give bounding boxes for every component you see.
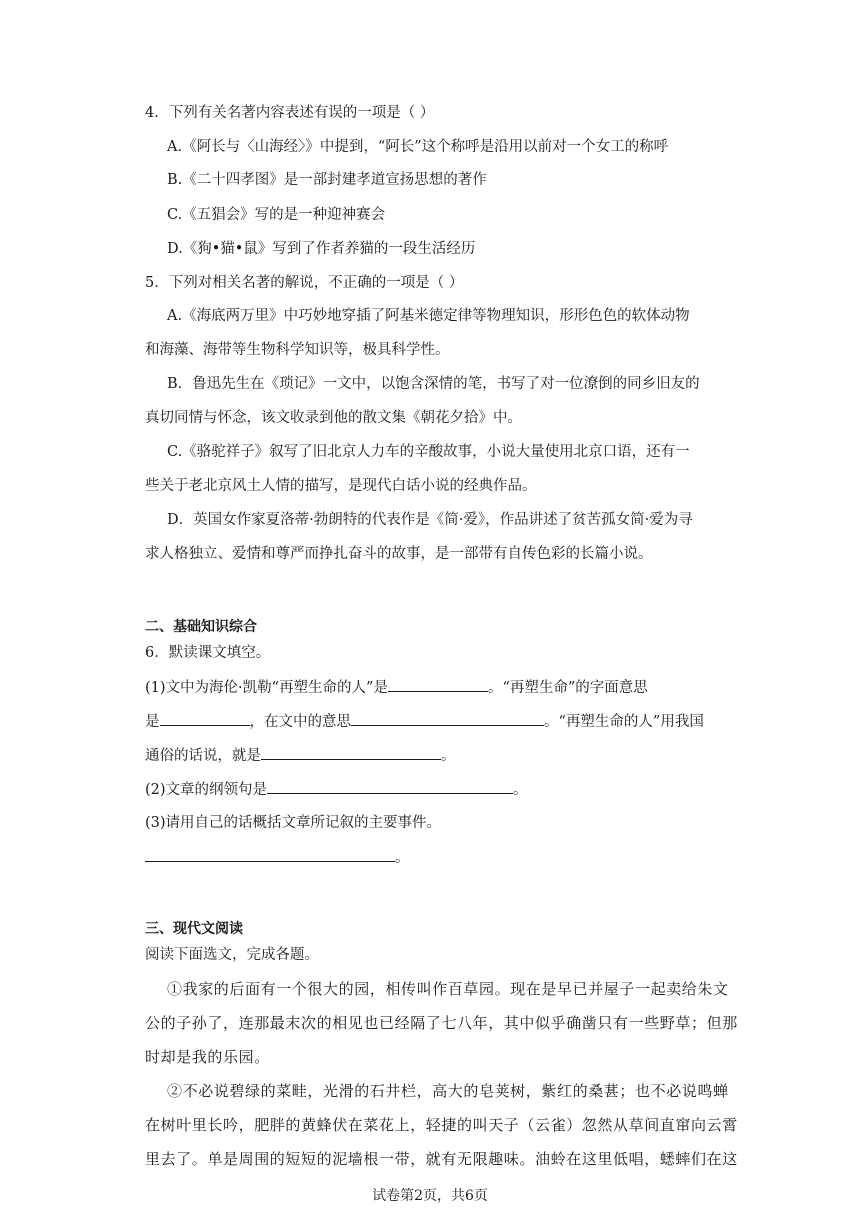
passage-p2-line1: ②不必说碧绿的菜畦，光滑的石井栏，高大的皂荚树，紫红的桑葚；也不必说鸣蝉 bbox=[167, 1082, 729, 1100]
question-5-stem: 5．下列对相关名著的解说，不正确的一项是（ ） bbox=[145, 275, 464, 291]
passage-p2-line3: 里去了。单是周围的短短的泥墙根一带，就有无限趣味。油蛉在这里低唱，蟋蟀们在这 bbox=[145, 1150, 738, 1168]
fill-line-1 bbox=[145, 677, 648, 698]
fill-line-4-text-b: 。 bbox=[513, 782, 528, 798]
fill-line-2-text-c: 。“再塑生命的人”用我国 bbox=[544, 714, 704, 730]
question-5-option-c-line2: 些关于老北京风土人情的描写，是现代白话小说的经典作品。 bbox=[145, 478, 537, 494]
fill-line-3-text-b: 。 bbox=[441, 748, 456, 764]
question-5-option-a-line2: 和海藻、海带等生物科学知识等，极具科学性。 bbox=[145, 342, 450, 358]
question-5-option-a-line1: A.《海底两万里》中巧妙地穿插了阿基米德定律等物理知识，形形色色的软体动物 bbox=[167, 308, 690, 324]
reading-intro: 阅读下面选文，完成各题。 bbox=[145, 947, 319, 963]
fill-line-6 bbox=[145, 847, 410, 868]
question-5-option-d-line2: 求人格独立、爱情和尊严而挣扎奋斗的故事，是一部带有自传色彩的长篇小说。 bbox=[145, 546, 653, 562]
section-2-title: 二、基础知识综合 bbox=[145, 619, 257, 635]
page-footer: 试卷第2页，共6页 bbox=[372, 1188, 488, 1204]
question-4-option-b: B.《二十四孝图》是一部封建孝道宣扬思想的著作 bbox=[167, 172, 487, 188]
fill-line-3-text-a: 通俗的话说，就是 bbox=[145, 748, 261, 764]
question-4-option-c: C.《五猖会》写的是一种迎神赛会 bbox=[167, 207, 386, 223]
answer-blank-6[interactable] bbox=[145, 847, 395, 862]
passage-p1-line2: 公的子孙了，连那最末次的相见也已经隔了七八年，其中似乎确凿只有一些野草；但那 bbox=[145, 1014, 738, 1032]
fill-line-6-text-b: 。 bbox=[395, 850, 410, 866]
answer-blank-1[interactable] bbox=[388, 677, 488, 692]
answer-blank-5[interactable] bbox=[267, 779, 513, 794]
fill-line-4-text-a: (2)文章的纲领句是 bbox=[145, 782, 268, 798]
fill-line-3 bbox=[145, 745, 456, 766]
answer-blank-2[interactable] bbox=[160, 711, 250, 726]
fill-line-1-text-a: (1)文中为海伦·凯勒“再塑生命的人”是 bbox=[145, 680, 388, 696]
answer-blank-4[interactable] bbox=[261, 745, 441, 760]
fill-line-2 bbox=[145, 711, 704, 732]
passage-p2-line2: 在树叶里长吟，肥胖的黄蜂伏在菜花上，轻捷的叫天子（云雀）忽然从草间直窜向云霄 bbox=[145, 1116, 738, 1134]
question-6-stem: 6．默读课文填空。 bbox=[145, 645, 271, 661]
question-5-option-c-line1: C.《骆驼祥子》叙写了旧北京人力车的辛酸故事，小说大量使用北京口语，还有一 bbox=[167, 444, 690, 460]
section-3-title: 三、现代文阅读 bbox=[145, 921, 243, 937]
question-5-option-b-line2: 真切同情与怀念，该文收录到他的散文集《朝花夕拾》中。 bbox=[145, 410, 522, 426]
fill-line-1-text-b: 。“再塑生命”的字面意思 bbox=[487, 680, 648, 696]
question-4-stem: 4．下列有关名著内容表述有误的一项是（ ） bbox=[145, 105, 435, 121]
fill-line-2-text-b: ，在文中的意思 bbox=[249, 714, 351, 730]
fill-line-2-text-a: 是 bbox=[145, 714, 160, 730]
passage-p1-line1: ①我家的后面有一个很大的园，相传叫作百草园。现在是早已并屋子一起卖给朱文 bbox=[167, 980, 729, 998]
question-4-option-a: A.《阿长与〈山海经〉》中提到，“阿长”这个称呼是沿用以前对一个女工的称呼 bbox=[167, 139, 669, 155]
passage-p1-line3: 时却是我的乐园。 bbox=[145, 1048, 270, 1066]
answer-blank-3[interactable] bbox=[351, 711, 544, 726]
question-5-option-b-line1: B．鲁迅先生在《琐记》一文中，以饱含深情的笔，书写了对一位潦倒的同乡旧友的 bbox=[167, 376, 700, 392]
question-4-option-d: D.《狗•猫•鼠》写到了作者养猫的一段生活经历 bbox=[167, 241, 476, 257]
question-5-option-d-line1: D．英国女作家夏洛蒂·勃朗特的代表作是《简·爱》，作品讲述了贫苦孤女简·爱为寻 bbox=[167, 512, 693, 528]
fill-line-5: (3)请用自己的话概括文章所记叙的主要事件。 bbox=[145, 815, 442, 831]
fill-line-4 bbox=[145, 779, 528, 800]
